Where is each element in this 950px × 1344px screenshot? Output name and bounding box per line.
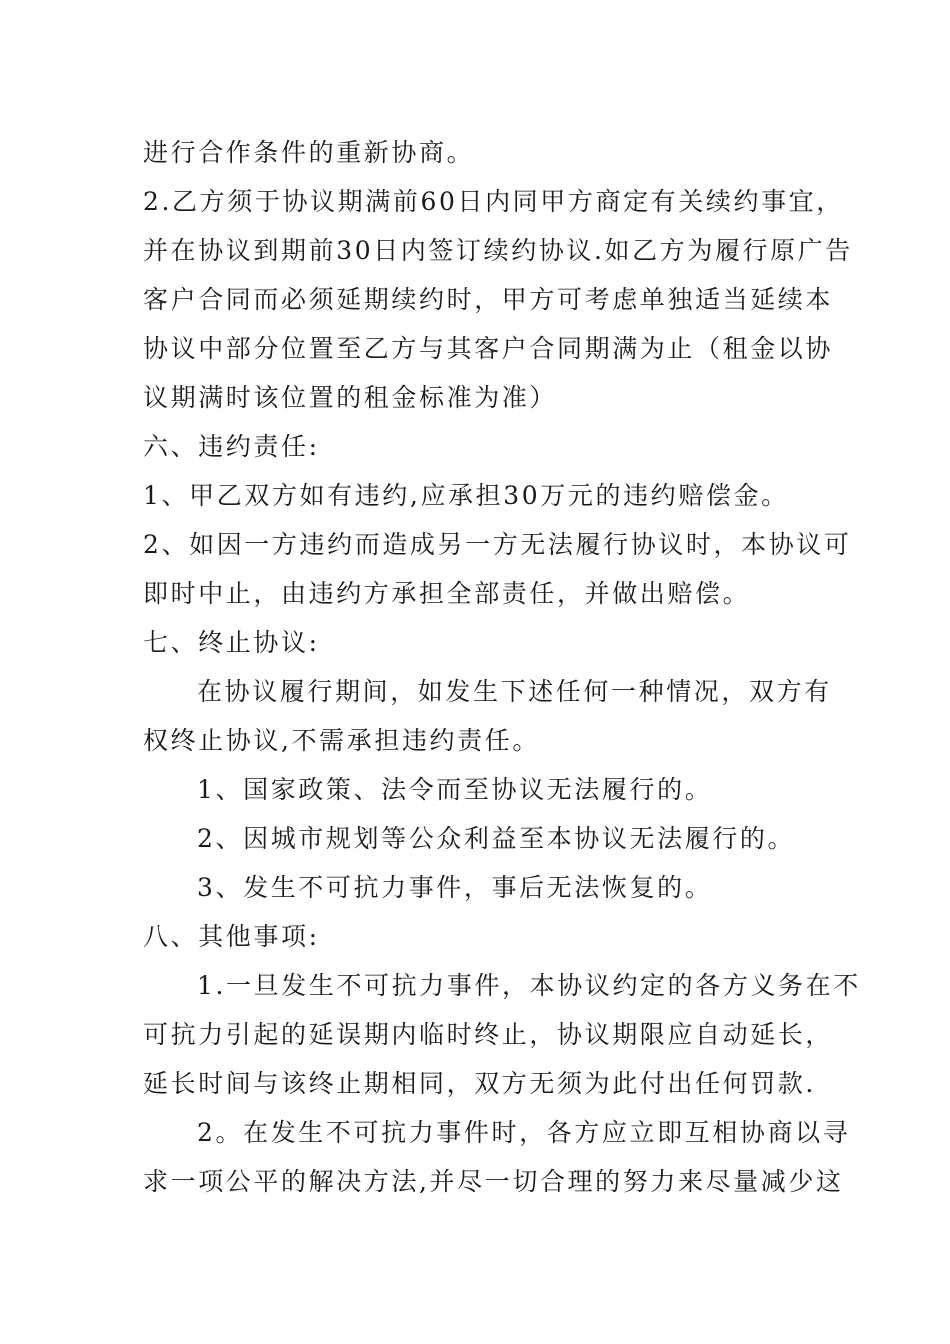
text-line: 议期满时该位置的租金标准为准） [143, 383, 558, 412]
text-line: 1.一旦发生不可抗力事件，本协议约定的各方义务在不 [197, 971, 861, 1000]
section-heading-termination: 七、终止协议: [143, 628, 320, 657]
document-body [143, 128, 861, 1206]
list-item: 1、国家政策、法令而至协议无法履行的。 [197, 775, 713, 804]
text-line: 并在协议到期前30日内签订续约协议.如乙方为履行原广告 [143, 236, 853, 265]
text-line: 协议中部分位置至乙方与其客户合同期满为止（租金以协 [143, 334, 834, 363]
text-line: 2.乙方须于协议期满前60日内同甲方商定有关续约事宜， [143, 187, 844, 216]
text-line: 权终止协议,不需承担违约责任。 [143, 726, 540, 755]
text-line: 进行合作条件的重新协商。 [143, 138, 475, 167]
list-item: 3、发生不可抗力事件，事后无法恢复的。 [197, 873, 713, 902]
text-line: 客户合同而必须延期续约时，甲方可考虑单独适当延续本 [143, 285, 834, 314]
section-heading-other: 八、其他事项: [143, 922, 320, 951]
text-line: 延长时间与该终止期相同，双方无须为此付出任何罚款. [143, 1069, 816, 1098]
section-heading-breach: 六、违约责任: [143, 432, 320, 461]
text-line: 求一项公平的解决方法,并尽一切合理的努力来尽量减少这 [143, 1167, 844, 1196]
text-line: 1、甲乙双方如有违约,应承担30万元的违约赔偿金。 [143, 481, 789, 510]
text-line: 可抗力引起的延误期内临时终止，协议期限应自动延长， [143, 1020, 834, 1049]
list-item: 2、因城市规划等公众利益至本协议无法履行的。 [197, 824, 796, 853]
text-line: 2。在发生不可抗力事件时，各方应立即互相协商以寻 [197, 1118, 851, 1147]
text-line: 2、如因一方违约而造成另一方无法履行协议时，本协议可 [143, 530, 852, 559]
text-line: 在协议履行期间，如发生下述任何一种情况，双方有 [197, 677, 832, 706]
text-line: 即时中止，由违约方承担全部责任，并做出赔偿。 [143, 579, 751, 608]
